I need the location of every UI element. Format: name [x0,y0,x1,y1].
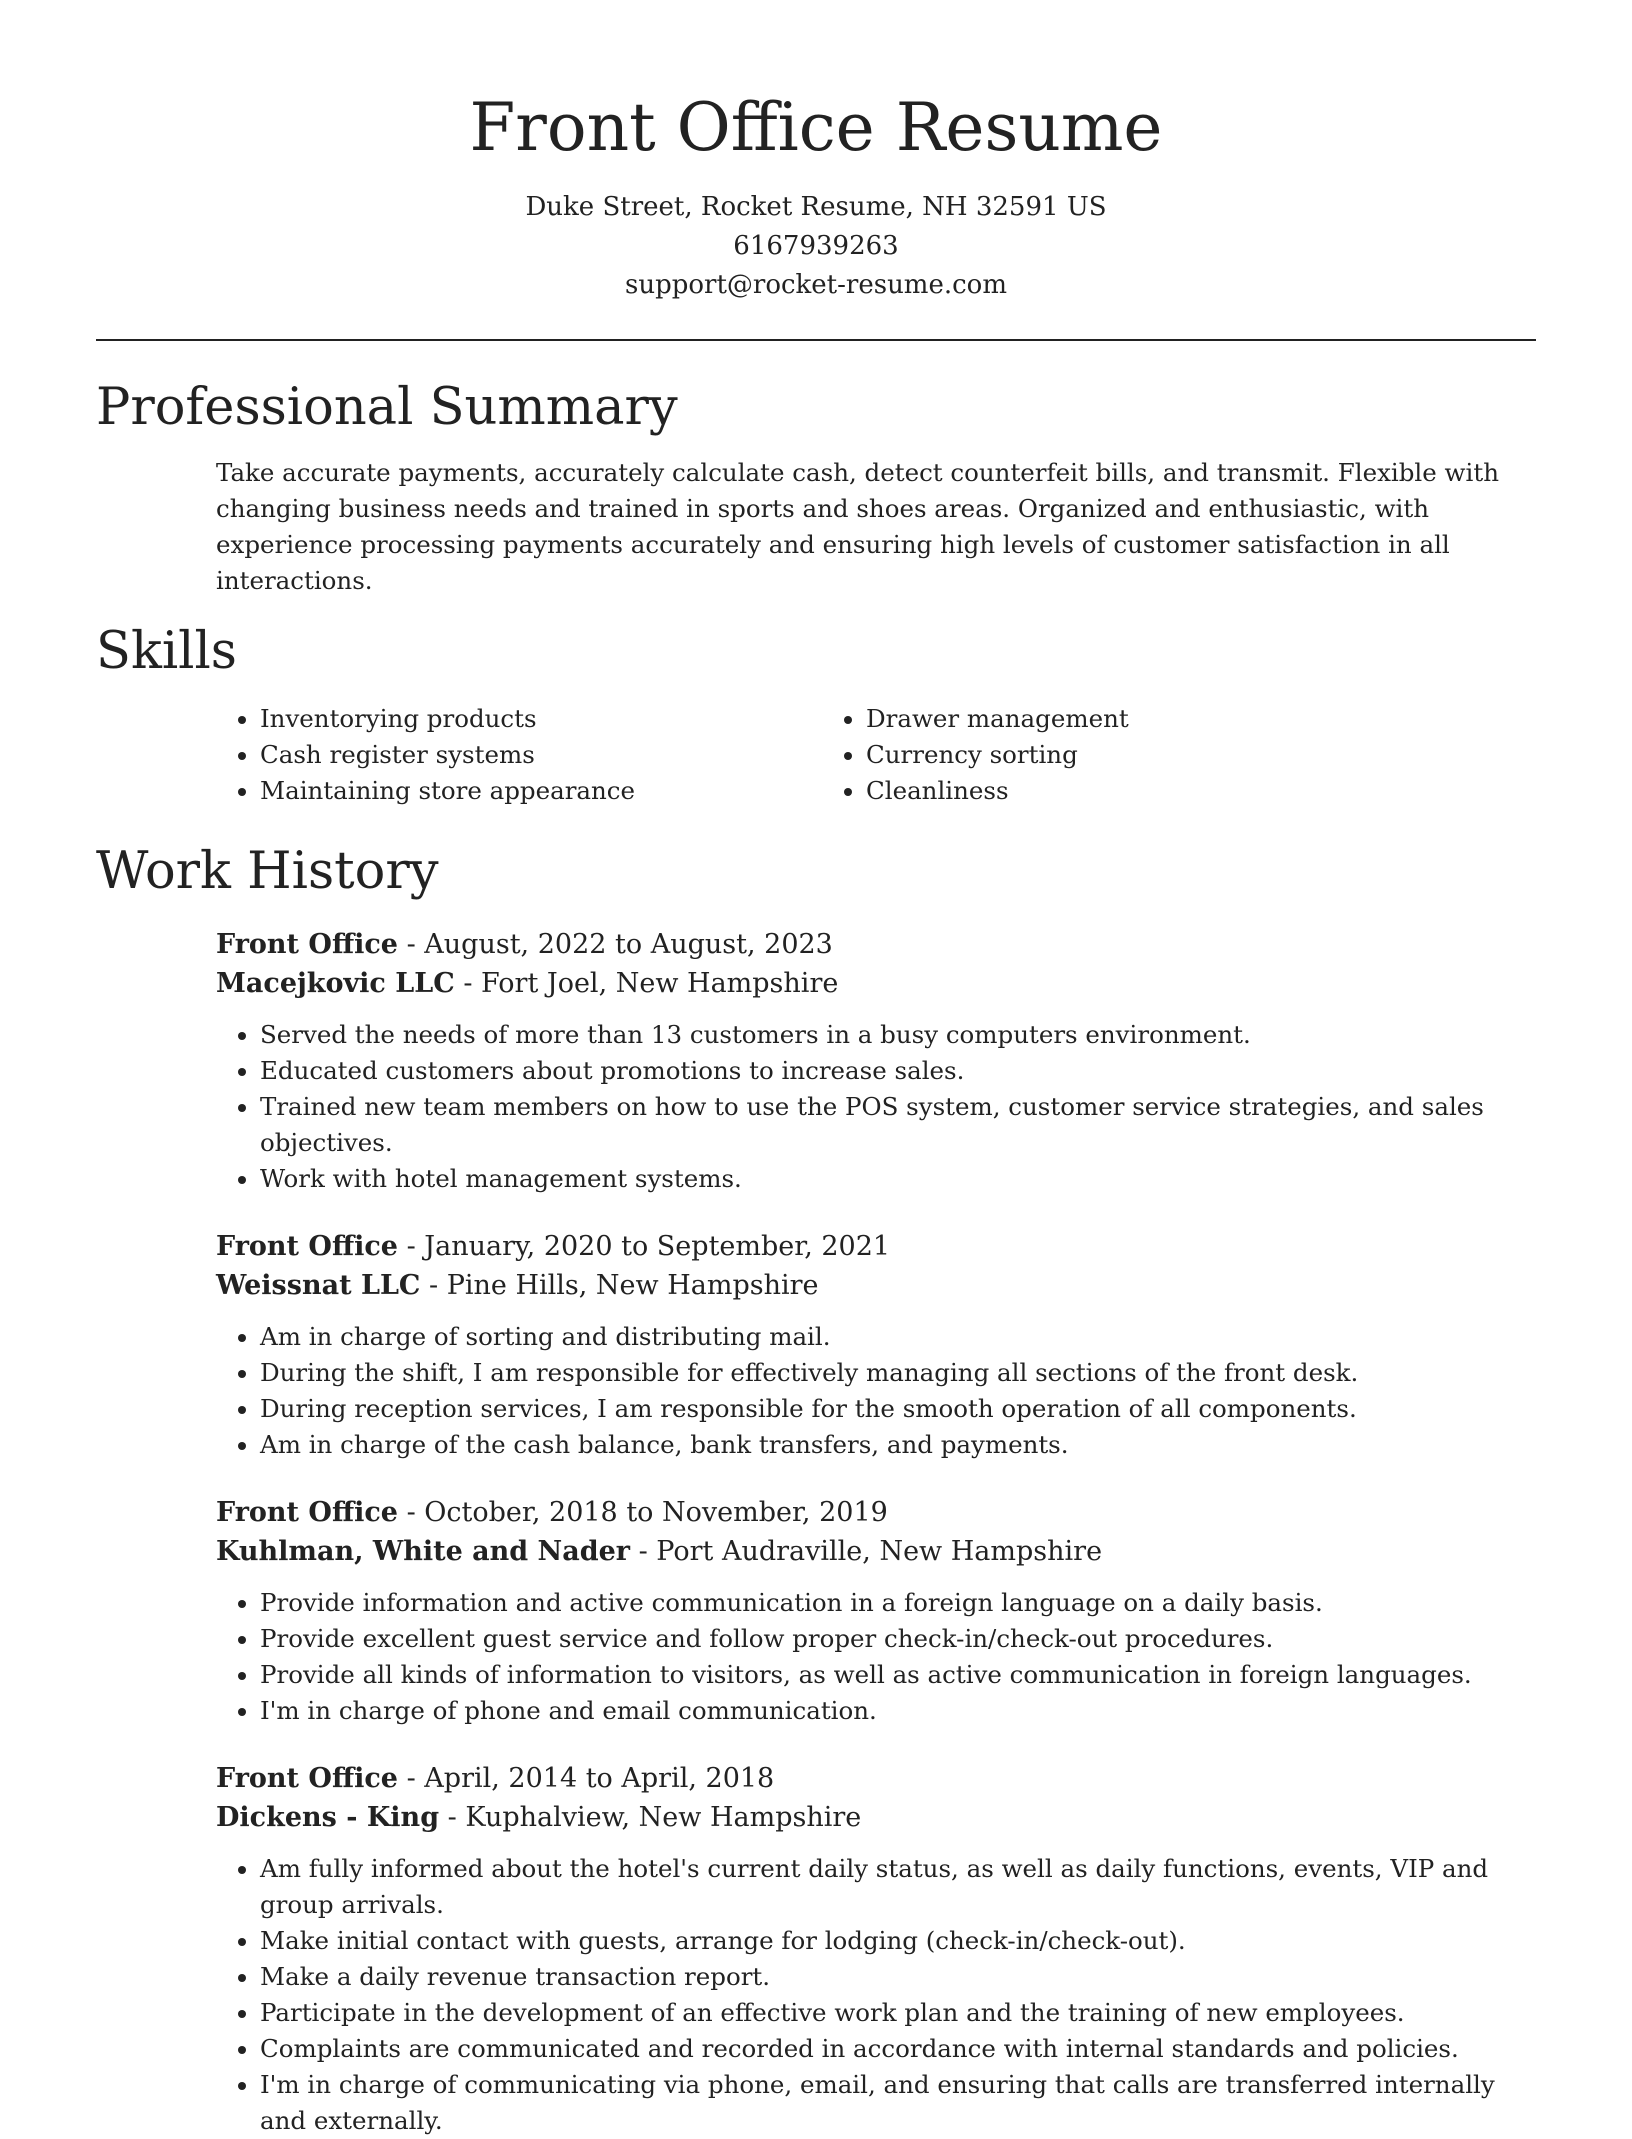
job-entry [216,1227,1536,1463]
skills-column-left [216,701,822,809]
job-entry [216,1493,1536,1729]
job-bullet: • Am in charge of sorting and distributing mail. [260,1319,1536,1355]
skills-grid [216,701,1536,809]
job-bullet: • Make initial contact with guests, arrange for lodging (check-in/check-out). [260,1923,1536,1959]
job-role: Front Office [216,1497,398,1528]
job-bullet: • Am in charge of the cash balance, bank transfers, and payments. [260,1427,1536,1463]
job-company: Dickens - King [216,1802,440,1833]
job-dates: - August, 2022 to August, 2023 [398,929,833,960]
summary-section [96,377,1536,599]
skill-item: • Drawer management [866,701,1428,737]
job-location: - Port Audraville, New Hampshire [630,1536,1103,1567]
job-bullet: • Make a daily revenue transaction report. [260,1959,1536,1995]
contact-address: Duke Street, Rocket Resume, NH 32591 US [525,192,1107,222]
job-bullet: • Served the needs of more than 13 customers in a busy computers environment. [260,1017,1536,1053]
contact-block [96,188,1536,305]
job-title-line [216,1493,1536,1532]
resume-title: Front Office Resume [469,89,1163,166]
job-company-line [216,964,1536,1003]
job-title-line [216,1227,1536,1266]
job-company: Weissnat LLC [216,1270,421,1301]
job-dates: - January, 2020 to September, 2021 [398,1231,891,1262]
skill-item: • Maintaining store appearance [260,773,822,809]
work-history-heading: Work History [96,842,439,901]
job-bullet: • Provide information and active communication in a foreign language on a daily basis. [260,1585,1536,1621]
job-bullet: • Trained new team members on how to use the POS system, customer service strategies, and sales objectives. [260,1089,1536,1161]
job-role: Front Office [216,1763,398,1794]
job-company: Kuhlman, White and Nader [216,1536,631,1567]
skill-item: • Cleanliness [866,773,1428,809]
job-bullet: • Educated customers about promotions to increase sales. [260,1053,1536,1089]
job-dates: - April, 2014 to April, 2018 [398,1763,775,1794]
job-bullets [216,1851,1536,2139]
job-company-line [216,1266,1536,1305]
job-bullet: • Complaints are communicated and recorded in accordance with internal standards and policies. [260,2031,1536,2067]
job-entry [216,1759,1536,2139]
job-bullet: • Am fully informed about the hotel's current daily status, as well as daily functions, events, VIP and group arrivals. [260,1851,1536,1923]
contact-phone: 6167939263 [733,231,899,261]
skills-section [96,621,1536,809]
summary-text: Take accurate payments, accurately calculate cash, detect counterfeit bills, and transmit. Flexible with changing business needs and trained in sports and shoes areas. Organized and enthusiastic, with experience processing payments accurately and ensuring high levels of customer satisfaction in all interactions. [216,458,1499,595]
job-bullet: • Provide excellent guest service and follow proper check-in/check-out procedures. [260,1621,1536,1657]
job-company: Macejkovic LLC [216,968,455,999]
job-bullets [216,1585,1536,1729]
job-location: - Pine Hills, New Hampshire [420,1270,819,1301]
job-bullet: • During the shift, I am responsible for effectively managing all sections of the front desk. [260,1355,1536,1391]
job-title-line [216,1759,1536,1798]
skill-item: • Inventorying products [260,701,822,737]
resume-header [96,0,1536,305]
job-location: - Fort Joel, New Hampshire [454,968,839,999]
summary-heading: Professional Summary [96,378,678,437]
job-role: Front Office [216,1231,398,1262]
header-divider [96,339,1536,341]
skills-column-right [822,701,1428,809]
job-bullet: • Participate in the development of an effective work plan and the training of new employees. [260,1995,1536,2031]
job-bullet: • I'm in charge of communicating via phone, email, and ensuring that calls are transferred internally and externally. [260,2067,1536,2139]
job-dates: - October, 2018 to November, 2019 [398,1497,888,1528]
job-entry [216,925,1536,1197]
job-bullets [216,1017,1536,1197]
job-bullet: • During reception services, I am responsible for the smooth operation of all components. [260,1391,1536,1427]
work-history-section [96,841,1536,2139]
job-role: Front Office [216,929,398,960]
job-company-line [216,1532,1536,1571]
job-bullet: • I'm in charge of phone and email communication. [260,1693,1536,1729]
skills-heading: Skills [96,622,237,681]
job-company-line [216,1798,1536,1837]
contact-email: support@rocket-resume.com [624,270,1007,300]
job-bullets [216,1319,1536,1463]
job-bullet: • Work with hotel management systems. [260,1161,1536,1197]
job-location: - Kuphalview, New Hampshire [439,1802,862,1833]
job-bullet: • Provide all kinds of information to visitors, as well as active communication in foreign languages. [260,1657,1536,1693]
skill-item: • Cash register systems [260,737,822,773]
skill-item: • Currency sorting [866,737,1428,773]
job-title-line [216,925,1536,964]
